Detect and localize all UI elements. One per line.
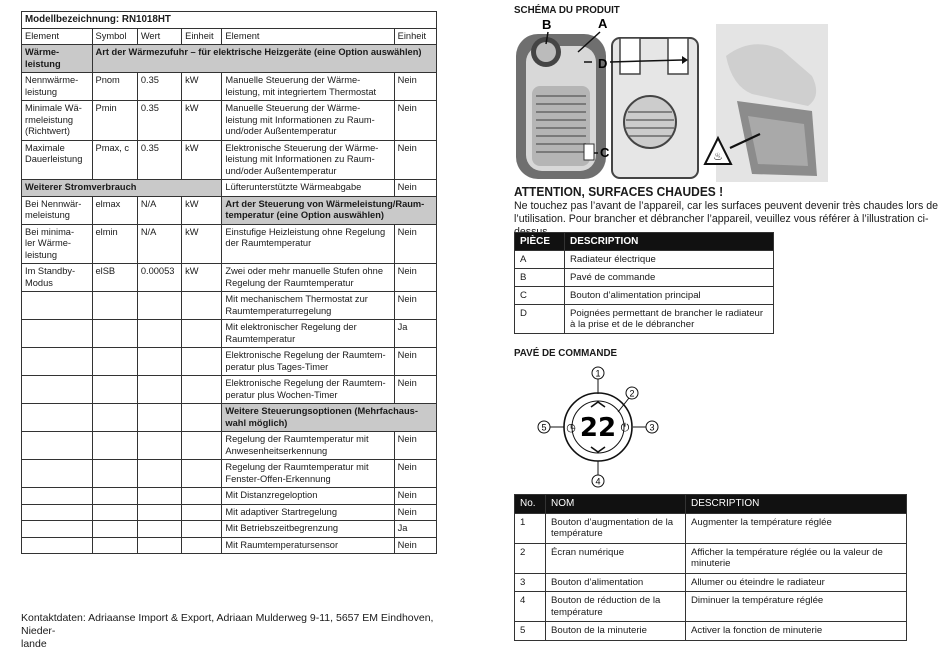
- controls-row: [515, 622, 907, 641]
- controls-cell: Afficher la température réglée ou la valeur de minuterie: [686, 543, 907, 573]
- schema-title: SCHÉMA DU PRODUIT: [514, 5, 620, 16]
- erp-cell: Nein: [394, 140, 436, 180]
- erp-cell: Mit adaptiver Startregelung: [222, 504, 394, 521]
- controls-row: [515, 513, 907, 543]
- erp-cell: 0.35: [137, 73, 181, 101]
- erp-row: [22, 537, 437, 554]
- erp-cell: Maximale Dauerleistung: [22, 140, 93, 180]
- controls-cell: Augmenter la température réglée: [686, 513, 907, 543]
- erp-row: [22, 140, 437, 180]
- erp-cell: [182, 537, 222, 554]
- erp-cell: 0.35: [137, 101, 181, 141]
- controls-header-nom: NOM: [546, 495, 686, 514]
- erp-cell: Pnom: [92, 73, 137, 101]
- controls-cell: Activer la fonction de minuterie: [686, 622, 907, 641]
- erp-header-cell: Element: [22, 28, 93, 45]
- erp-cell: Einstufige Heizleistung ohne Regelung der Raumtemperatur: [222, 224, 394, 264]
- svg-text:4: 4: [595, 476, 601, 487]
- erp-cell: [92, 376, 137, 404]
- erp-cell: Nein: [394, 180, 436, 197]
- product-illustration: [512, 16, 832, 184]
- erp-cell: Bei Nennwär- meleistung: [22, 196, 93, 224]
- erp-cell: [182, 504, 222, 521]
- label-a: A: [598, 16, 608, 31]
- erp-section-label: Weiterer Stromverbrauch: [22, 180, 222, 197]
- erp-cell: Weitere Steuerungsoptionen (Mehrfachaus- wahl möglich): [222, 404, 437, 432]
- controls-row: [515, 543, 907, 573]
- parts-cell: Radiateur électrique: [565, 251, 774, 269]
- erp-cell: [182, 348, 222, 376]
- svg-text:◷: ◷: [566, 421, 576, 434]
- controls-cell: 2: [515, 543, 546, 573]
- svg-text:⏻: ⏻: [620, 421, 630, 434]
- erp-cell: [22, 504, 93, 521]
- erp-cell: Nein: [394, 504, 436, 521]
- erp-cell: Elektronische Regelung der Raumtem- peratur plus Tages-Timer: [222, 348, 394, 376]
- erp-cell: Nein: [394, 264, 436, 292]
- erp-cell: [182, 521, 222, 538]
- erp-row: [22, 180, 437, 197]
- erp-cell: [137, 460, 181, 488]
- erp-cell: [22, 537, 93, 554]
- controls-header-no: No.: [515, 495, 546, 514]
- erp-row: [22, 521, 437, 538]
- svg-text:3: 3: [649, 422, 655, 433]
- controls-cell: Bouton de la minuterie: [546, 622, 686, 641]
- contact-footer: Kontaktdaten: Adriaanse Import & Export, Adriaan Mulderweg 9-11, 5657 EM Eindhoven, Nieder- lande: [21, 612, 434, 650]
- temperature-display: 22: [579, 413, 617, 443]
- erp-cell: [137, 320, 181, 348]
- svg-text:♨: ♨: [713, 150, 723, 163]
- erp-cell: [92, 320, 137, 348]
- erp-info-table: [21, 11, 437, 554]
- erp-cell: N/A: [137, 196, 181, 224]
- erp-cell: kW: [182, 196, 222, 224]
- erp-cell: Mit Distanzregeloption: [222, 488, 394, 505]
- controls-cell: Bouton d’alimentation: [546, 573, 686, 592]
- erp-cell: [137, 292, 181, 320]
- erp-cell: Mit Raumtemperatursensor: [222, 537, 394, 554]
- erp-cell: [22, 376, 93, 404]
- controls-cell: 5: [515, 622, 546, 641]
- controls-cell: Écran numérique: [546, 543, 686, 573]
- controls-cell: Bouton de réduction de la température: [546, 592, 686, 622]
- erp-cell: [182, 376, 222, 404]
- controls-table: [514, 494, 907, 641]
- controls-row: [515, 573, 907, 592]
- erp-row: [22, 488, 437, 505]
- erp-cell: Lüfterunterstützte Wärmeabgabe: [222, 180, 394, 197]
- controls-cell: 1: [515, 513, 546, 543]
- erp-cell: Regelung der Raumtemperatur mit Anwesenheitserkennung: [222, 432, 394, 460]
- label-b: B: [542, 17, 552, 32]
- erp-cell: Nein: [394, 292, 436, 320]
- erp-row: [22, 224, 437, 264]
- erp-cell: [182, 432, 222, 460]
- erp-cell: elmin: [92, 224, 137, 264]
- erp-cell: Pmax, c: [92, 140, 137, 180]
- erp-cell: [182, 460, 222, 488]
- erp-row: [22, 264, 437, 292]
- erp-cell: Elektronische Regelung der Raumtem- peratur plus Wochen-Timer: [222, 376, 394, 404]
- erp-cell: [22, 460, 93, 488]
- controls-cell: Diminuer la température réglée: [686, 592, 907, 622]
- erp-cell: [92, 460, 137, 488]
- erp-row: [22, 460, 437, 488]
- erp-row: [22, 73, 437, 101]
- svg-text:2: 2: [629, 388, 635, 399]
- erp-header-cell: Symbol: [92, 28, 137, 45]
- erp-cell: [92, 504, 137, 521]
- erp-row: [22, 348, 437, 376]
- erp-cell: Nein: [394, 348, 436, 376]
- erp-cell: Minimale Wä- rmeleistung (Richtwert): [22, 101, 93, 141]
- erp-cell: kW: [182, 140, 222, 180]
- erp-row: [22, 196, 437, 224]
- parts-cell: Pavé de commande: [565, 269, 774, 287]
- erp-cell: [22, 521, 93, 538]
- label-c: C: [600, 145, 610, 160]
- parts-cell: D: [515, 305, 565, 334]
- warning-title: ATTENTION, SURFACES CHAUDES !: [514, 184, 724, 199]
- erp-row: [22, 404, 437, 432]
- erp-cell: Nein: [394, 488, 436, 505]
- parts-header-description: DESCRIPTION: [565, 233, 774, 251]
- erp-cell: Nennwärme- leistung: [22, 73, 93, 101]
- erp-cell: Regelung der Raumtemperatur mit Fenster-Offen-Erkennung: [222, 460, 394, 488]
- erp-header-cell: Einheit: [394, 28, 436, 45]
- erp-row: [22, 101, 437, 141]
- erp-cell: [92, 537, 137, 554]
- erp-cell: [22, 432, 93, 460]
- controls-cell: Allumer ou éteindre le radiateur: [686, 573, 907, 592]
- erp-cell: Manuelle Steuerung der Wärme- leistung mit Informationen zu Raum- und/oder Außentemperatur: [222, 101, 394, 141]
- erp-cell: elmax: [92, 196, 137, 224]
- svg-text:5: 5: [541, 422, 547, 433]
- parts-row: [515, 305, 774, 334]
- erp-cell: N/A: [137, 224, 181, 264]
- parts-cell: Poignées permettant de brancher le radiateur à la prise et de le débrancher: [565, 305, 774, 334]
- erp-header-cell: Einheit: [182, 28, 222, 45]
- erp-cell: Nein: [394, 101, 436, 141]
- erp-cell: [137, 488, 181, 505]
- erp-cell: kW: [182, 224, 222, 264]
- erp-cell: [22, 292, 93, 320]
- erp-cell: [137, 537, 181, 554]
- erp-cell: kW: [182, 101, 222, 141]
- erp-cell: Bei minima- ler Wärme- leistung: [22, 224, 93, 264]
- erp-cell: Nein: [394, 224, 436, 264]
- erp-cell: [137, 432, 181, 460]
- label-d: D: [598, 56, 608, 71]
- controls-cell: 3: [515, 573, 546, 592]
- control-pad-diagram: [534, 362, 664, 490]
- controls-row: [515, 592, 907, 622]
- pad-title: PAVÉ DE COMMANDE: [514, 348, 618, 359]
- erp-section-label: Art der Wärmezufuhr – für elektrische Heizgeräte (eine Option auswählen): [92, 45, 437, 73]
- erp-cell: [92, 404, 137, 432]
- erp-row: [22, 292, 437, 320]
- erp-cell: [182, 320, 222, 348]
- warning-text: Ne touchez pas l’avant de l’appareil, car les surfaces peuvent devenir très chaudes lors de l’utilisation. Pour brancher et débrancher l’appareil, veuillez vous référer à l’illustration ci-: [514, 200, 938, 225]
- controls-cell: Bouton d’augmentation de la température: [546, 513, 686, 543]
- erp-cell: Art der Steuerung von Wärmeleistung/Raum- temperatur (eine Option auswählen): [222, 196, 437, 224]
- parts-row: [515, 287, 774, 305]
- erp-section-label: Wärme- leistung: [22, 45, 93, 73]
- erp-cell: Mit Betriebszeitbegrenzung: [222, 521, 394, 538]
- parts-cell: Bouton d’alimentation principal: [565, 287, 774, 305]
- erp-cell: [137, 348, 181, 376]
- parts-row: [515, 269, 774, 287]
- erp-cell: [92, 488, 137, 505]
- controls-cell: 4: [515, 592, 546, 622]
- erp-cell: Ja: [394, 521, 436, 538]
- erp-cell: 0.35: [137, 140, 181, 180]
- erp-cell: [182, 404, 222, 432]
- erp-row: [22, 432, 437, 460]
- model-designation: Modellbezeichnung: RN1018HT: [22, 12, 437, 29]
- erp-header-cell: Wert: [137, 28, 181, 45]
- erp-cell: [92, 292, 137, 320]
- erp-cell: Nein: [394, 73, 436, 101]
- erp-cell: Pmin: [92, 101, 137, 141]
- erp-cell: [92, 521, 137, 538]
- erp-cell: [137, 376, 181, 404]
- erp-cell: Mit mechanischem Thermostat zur Raumtemperaturregelung: [222, 292, 394, 320]
- erp-cell: [137, 504, 181, 521]
- erp-cell: Nein: [394, 376, 436, 404]
- erp-row: [22, 376, 437, 404]
- erp-cell: Nein: [394, 537, 436, 554]
- erp-row: [22, 504, 437, 521]
- svg-text:1: 1: [595, 368, 601, 379]
- hand-plug-photo: [705, 24, 828, 182]
- erp-row: [22, 320, 437, 348]
- erp-cell: [92, 432, 137, 460]
- erp-cell: Mit elektronischer Regelung der Raumtemperatur: [222, 320, 394, 348]
- parts-cell: B: [515, 269, 565, 287]
- erp-cell: [22, 320, 93, 348]
- erp-cell: Elektronische Steuerung der Wärme- leistung mit Informationen zu Raum- und/oder Außentemperatur: [222, 140, 394, 180]
- erp-cell: [92, 348, 137, 376]
- controls-header-description: DESCRIPTION: [686, 495, 907, 514]
- erp-header-cell: Element: [222, 28, 394, 45]
- parts-header-piece: PIÈCE: [515, 233, 565, 251]
- parts-cell: C: [515, 287, 565, 305]
- erp-cell: [182, 292, 222, 320]
- parts-row: [515, 251, 774, 269]
- erp-cell: elSB: [92, 264, 137, 292]
- erp-cell: Nein: [394, 460, 436, 488]
- parts-table: [514, 232, 774, 334]
- erp-cell: kW: [182, 73, 222, 101]
- erp-cell: kW: [182, 264, 222, 292]
- erp-header-row: [22, 28, 437, 45]
- erp-cell: [22, 348, 93, 376]
- erp-cell: Im Standby- Modus: [22, 264, 93, 292]
- erp-cell: Zwei oder mehr manuelle Stufen ohne Regelung der Raumtemperatur: [222, 264, 394, 292]
- erp-cell: Nein: [394, 432, 436, 460]
- erp-cell: Manuelle Steuerung der Wärme- leistung, mit integriertem Thermostat: [222, 73, 394, 101]
- erp-row: [22, 45, 437, 73]
- parts-cell: A: [515, 251, 565, 269]
- erp-cell: 0.00053: [137, 264, 181, 292]
- erp-cell: [22, 488, 93, 505]
- erp-cell: [137, 404, 181, 432]
- erp-cell: [137, 521, 181, 538]
- erp-cell: [182, 488, 222, 505]
- erp-cell: [22, 404, 93, 432]
- erp-title-row: [22, 12, 437, 29]
- erp-cell: Ja: [394, 320, 436, 348]
